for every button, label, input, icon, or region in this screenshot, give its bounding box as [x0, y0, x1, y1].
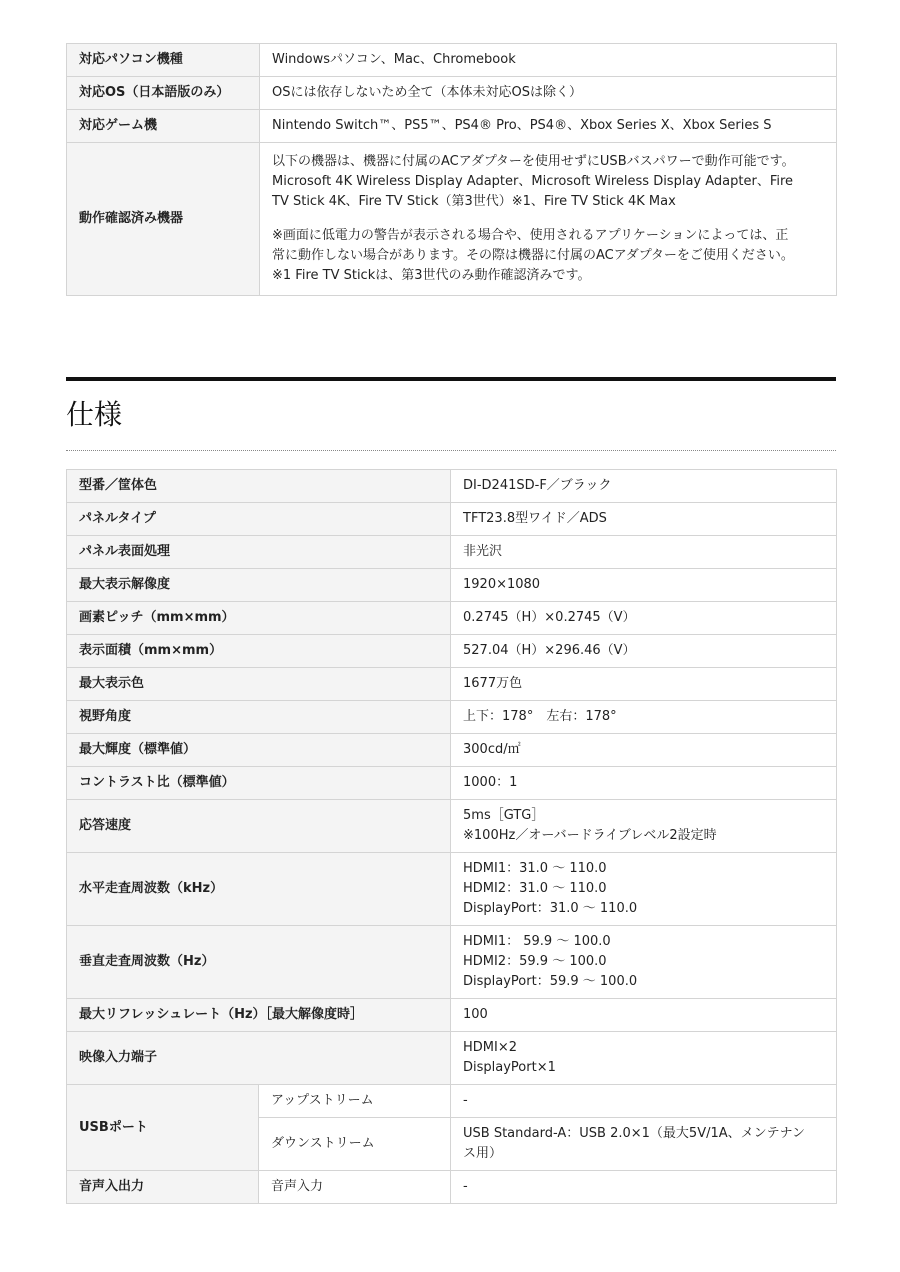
row-label: 対応パソコン機種: [67, 44, 260, 77]
row-value: [451, 1118, 837, 1171]
sub-label: 音声入力: [259, 1171, 451, 1204]
table-row: [67, 734, 837, 767]
row-value: [451, 853, 837, 926]
table-row: [67, 602, 837, 635]
table-row: [67, 110, 837, 143]
row-label: 最大表示色: [67, 668, 451, 701]
value-line: ス用）: [463, 1146, 503, 1161]
row-value: [451, 1032, 837, 1085]
table-row: [67, 999, 837, 1032]
row-label: コントラスト比（標準値）: [67, 767, 451, 800]
row-value: 1000：1: [451, 767, 837, 800]
row-label: 対応OS（日本語版のみ）: [67, 77, 260, 110]
table-row: [67, 701, 837, 734]
row-label: 最大輝度（標準値）: [67, 734, 451, 767]
row-label: 水平走査周波数（kHz）: [67, 853, 451, 926]
spec-table: [66, 469, 837, 1204]
row-label: パネル表面処理: [67, 536, 451, 569]
row-label: USBポート: [67, 1085, 259, 1171]
value-line: HDMI2：31.0 ～ 110.0: [463, 881, 607, 896]
value-line: 以下の機器は、機器に付属のACアダプターを使用せずにUSBバスパワーで動作可能です。: [272, 154, 795, 169]
table-row: [67, 569, 837, 602]
row-value: 1920×1080: [451, 569, 837, 602]
table-row: [67, 77, 837, 110]
table-row: [67, 470, 837, 503]
row-label: 音声入出力: [67, 1171, 259, 1204]
row-value: 100: [451, 999, 837, 1032]
sub-label: ダウンストリーム: [259, 1118, 451, 1171]
row-value: 1677万色: [451, 668, 837, 701]
row-label: 最大リフレッシュレート（Hz）［最大解像度時］: [67, 999, 451, 1032]
value-line: 常に動作しない場合があります。その際は機器に付属のACアダプターをご使用ください。: [272, 248, 794, 263]
value-line: USB Standard-A：USB 2.0×1（最大5V/1A、メンテナン: [463, 1126, 805, 1141]
table-row: [67, 767, 837, 800]
section-rule: [66, 377, 836, 381]
table-row: [67, 536, 837, 569]
row-label: パネルタイプ: [67, 503, 451, 536]
value-line: DisplayPort×1: [463, 1060, 556, 1075]
table-row: [67, 668, 837, 701]
row-label: 型番／筐体色: [67, 470, 451, 503]
value-line: DisplayPort：59.9 ～ 100.0: [463, 974, 638, 989]
table-row: [67, 853, 837, 926]
value-line: HDMI×2: [463, 1040, 518, 1055]
value-line: Microsoft 4K Wireless Display Adapter、Microsoft Wireless Display Adapter、Fire: [272, 174, 794, 189]
row-value: 0.2745（H）×0.2745（V）: [451, 602, 837, 635]
table-row: [67, 1085, 837, 1118]
value-line: TV Stick 4K、Fire TV Stick（第3世代）※1、Fire TV Stick 4K Max: [272, 194, 676, 209]
table-row: [67, 143, 837, 296]
table-row: [67, 635, 837, 668]
compatibility-table: [66, 43, 837, 296]
value-line: HDMI2：59.9 ～ 100.0: [463, 954, 607, 969]
spacer: [272, 212, 824, 226]
row-label: 応答速度: [67, 800, 451, 853]
table-row: [67, 926, 837, 999]
row-value: 上下：178° 左右：178°: [451, 701, 837, 734]
row-value: DI-D241SD-F／ブラック: [451, 470, 837, 503]
value-line: ※画面に低電力の警告が表示される場合や、使用されるアプリケーションによっては、正: [272, 228, 789, 243]
row-value: Windowsパソコン、Mac、Chromebook: [260, 44, 837, 77]
table-row: [67, 503, 837, 536]
row-label: 映像入力端子: [67, 1032, 451, 1085]
row-value: 300cd/㎡: [451, 734, 837, 767]
value-line: ※1 Fire TV Stickは、第3世代のみ動作確認済みです。: [272, 268, 591, 283]
row-value: -: [451, 1171, 837, 1204]
section-divider: [66, 450, 836, 451]
value-line: 5ms［GTG］: [463, 808, 545, 823]
row-label: 視野角度: [67, 701, 451, 734]
row-value: OSには依存しないため全て（本体未対応OSは除く）: [260, 77, 837, 110]
sub-label: アップストリーム: [259, 1085, 451, 1118]
row-value: Nintendo Switch™、PS5™、PS4® Pro、PS4®、Xbox Series X、Xbox Series S: [260, 110, 837, 143]
row-label: 垂直走査周波数（Hz）: [67, 926, 451, 999]
row-value: [451, 800, 837, 853]
row-value: [451, 926, 837, 999]
row-value: 527.04（H）×296.46（V）: [451, 635, 837, 668]
row-label: 対応ゲーム機: [67, 110, 260, 143]
table-row: [67, 1171, 837, 1204]
row-value: -: [451, 1085, 837, 1118]
row-label: 動作確認済み機器: [67, 143, 260, 296]
value-line: HDMI1：31.0 ～ 110.0: [463, 861, 607, 876]
table-row: [67, 800, 837, 853]
section-title: 仕様: [66, 398, 123, 431]
value-line: ※100Hz／オーバードライブレベル2設定時: [463, 828, 717, 843]
table-row: [67, 1032, 837, 1085]
value-line: DisplayPort：31.0 ～ 110.0: [463, 901, 638, 916]
row-label: 最大表示解像度: [67, 569, 451, 602]
table-row: [67, 44, 837, 77]
row-value: [260, 143, 837, 296]
value-line: HDMI1： 59.9 ～ 100.0: [463, 934, 611, 949]
row-label: 画素ピッチ（mm×mm）: [67, 602, 451, 635]
row-label: 表示面積（mm×mm）: [67, 635, 451, 668]
row-value: 非光沢: [451, 536, 837, 569]
row-value: TFT23.8型ワイド／ADS: [451, 503, 837, 536]
